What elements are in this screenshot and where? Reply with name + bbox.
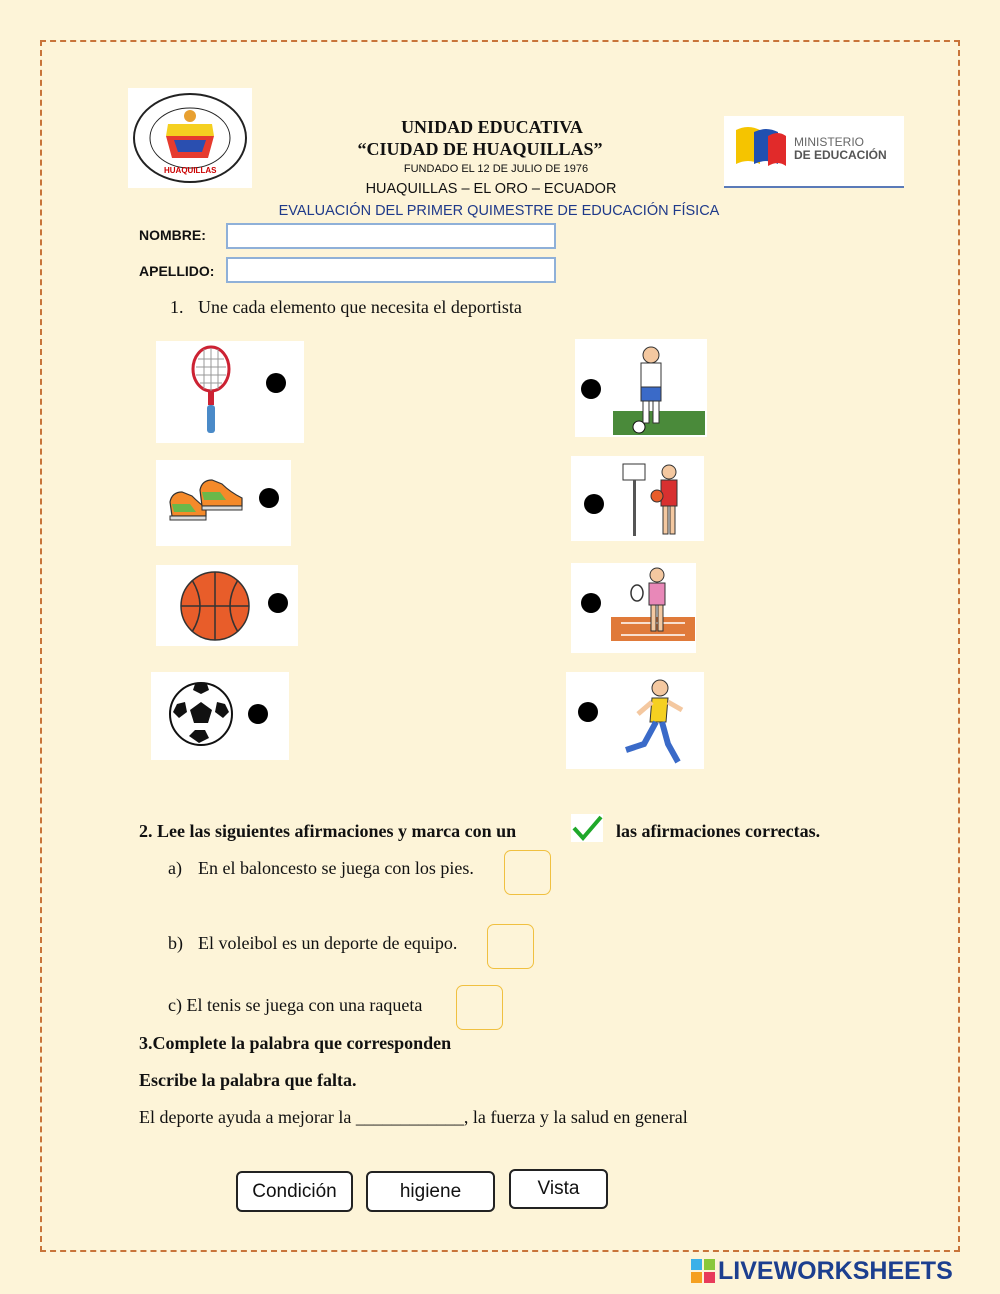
q2-text-after: las afirmaciones correctas.	[616, 821, 821, 841]
sneakers-dot[interactable]	[259, 488, 279, 508]
basketball-icon	[178, 569, 252, 643]
soccer-ball-icon	[167, 680, 235, 748]
q2-item-c-text: c) El tenis se juega con una raqueta	[168, 995, 423, 1015]
q2-text-before: 2. Lee las siguientes afirmaciones y marca con un	[139, 821, 517, 841]
q1-text: Une cada elemento que necesita el deportista	[198, 297, 522, 317]
ministry-line2: DE EDUCACIÓN	[794, 148, 887, 162]
liveworksheets-icon	[690, 1258, 716, 1284]
surname-label: APELLIDO:	[139, 263, 215, 279]
school-logo	[128, 88, 252, 188]
q3-subtitle: Escribe la palabra que falta.	[139, 1070, 357, 1090]
runner-icon	[616, 678, 692, 766]
liveworksheets-text: LIVEWORKSHEETS	[718, 1256, 953, 1285]
runner-card[interactable]	[566, 672, 704, 769]
tennis-player-dot[interactable]	[581, 593, 601, 613]
q3-title: 3.Complete la palabra que corresponden	[139, 1033, 452, 1053]
soccer-ball-dot[interactable]	[248, 704, 268, 724]
q1-number: 1.	[170, 297, 184, 317]
sneakers-icon	[166, 474, 246, 526]
word-option-higiene[interactable]: higiene	[366, 1171, 495, 1212]
q3-sentence: El deporte ayuda a mejorar la ____________, la fuerza y la salud en general	[139, 1107, 688, 1127]
tennis-player-card[interactable]	[571, 563, 696, 653]
ministry-line1: MINISTERIO	[794, 135, 865, 149]
q2-item-b-text: El voleibol es un deporte de equipo.	[198, 933, 458, 953]
ministry-flag-icon	[734, 124, 788, 170]
soccer-player-card[interactable]	[575, 339, 707, 437]
location: HUAQUILLAS – EL ORO – ECUADOR	[365, 181, 617, 197]
checkmark-icon	[571, 814, 603, 842]
runner-dot[interactable]	[578, 702, 598, 722]
word-option-vista[interactable]: Vista	[509, 1169, 608, 1209]
surname-field[interactable]	[226, 257, 556, 283]
ministry-logo	[724, 116, 904, 188]
basketball-player-icon	[619, 460, 689, 538]
basketball-player-dot[interactable]	[584, 494, 604, 514]
soccer-player-dot[interactable]	[581, 379, 601, 399]
q2-item-a-text: En el baloncesto se juega con los pies.	[198, 858, 474, 878]
word-option-condicion[interactable]: Condición	[236, 1171, 353, 1212]
q2-item-a-checkbox[interactable]	[504, 850, 551, 895]
q2-item-c-checkbox[interactable]	[456, 985, 503, 1030]
school-logo-text: HUAQUILLAS	[164, 166, 217, 175]
liveworksheets-logo	[690, 1256, 953, 1286]
name-label: NOMBRE:	[139, 227, 206, 243]
tennis-racket-dot[interactable]	[266, 373, 286, 393]
soccer-player-icon	[613, 343, 705, 435]
basketball-dot[interactable]	[268, 593, 288, 613]
school-name-quoted: “CIUDAD DE HUAQUILLAS”	[357, 139, 603, 159]
q2-item-b-checkbox[interactable]	[487, 924, 534, 969]
soccer-ball-card[interactable]	[151, 672, 289, 760]
sneakers-card[interactable]	[156, 460, 291, 546]
tennis-player-icon	[611, 565, 695, 651]
q2-item-b-letter: b)	[168, 933, 183, 953]
q2-item-a-letter: a)	[168, 858, 182, 878]
school-name: UNIDAD EDUCATIVA	[401, 117, 583, 137]
tennis-racket-card[interactable]	[156, 341, 304, 443]
tennis-racket-icon	[186, 345, 236, 437]
founded-date: FUNDADO EL 12 DE JULIO DE 1976	[403, 163, 589, 175]
basketball-player-card[interactable]	[571, 456, 704, 541]
basketball-card[interactable]	[156, 565, 298, 646]
evaluation-title: EVALUACIÓN DEL PRIMER QUIMESTRE DE EDUCACIÓN FÍSICA	[278, 203, 720, 219]
name-field[interactable]	[226, 223, 556, 249]
